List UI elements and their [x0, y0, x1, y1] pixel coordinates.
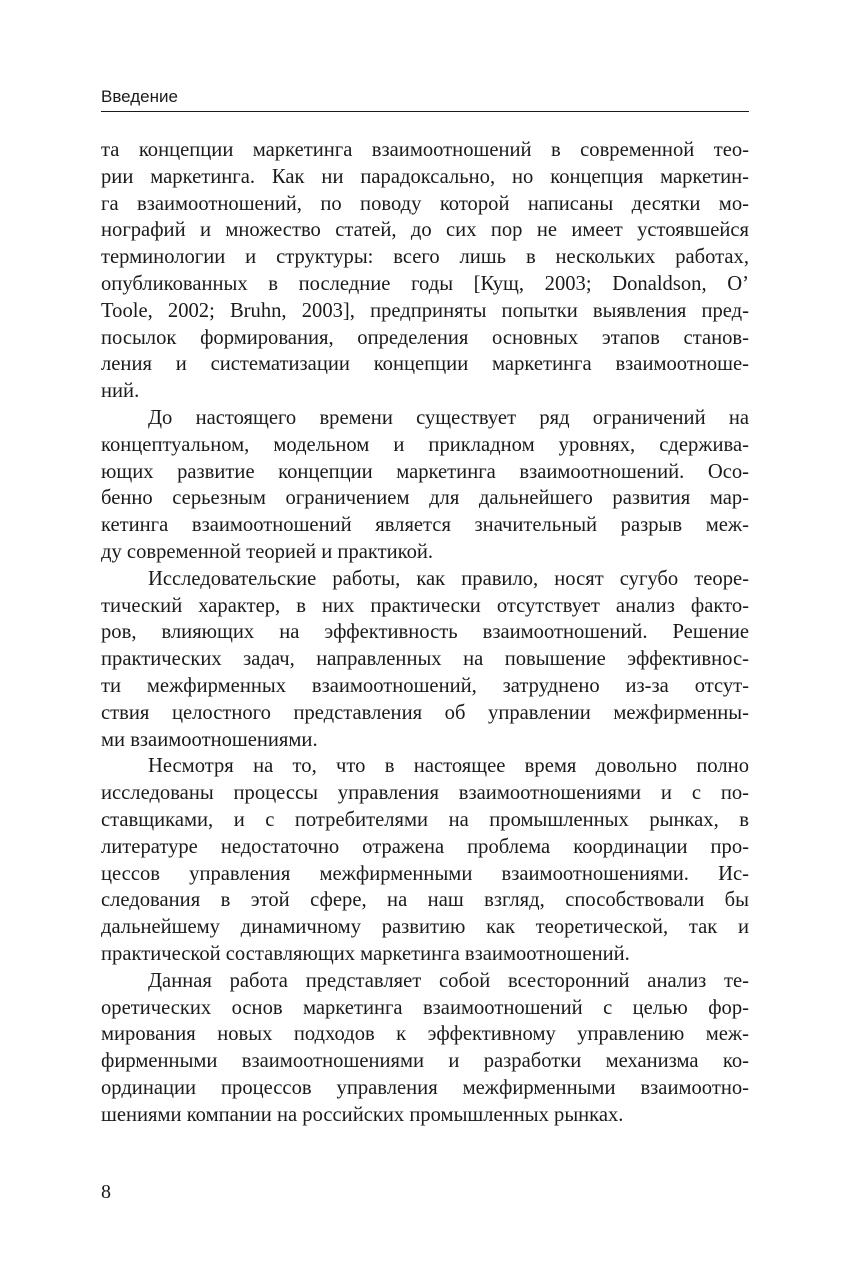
text-line: ствия целостного представления об управлении межфирменны- — [101, 701, 749, 724]
text-line: дальнейшему динамичному развитию как теоретической, так и — [101, 916, 749, 939]
text-line: цессов управления межфирменными взаимоотношениями. Ис- — [101, 862, 749, 885]
paragraph — [101, 968, 749, 1129]
text-line: Данная работа представляет собой всесторонний анализ те- — [148, 969, 749, 992]
text-line: ний. — [101, 380, 140, 403]
text-line: опубликованных в последние годы [Кущ, 2003; Donaldson, O’ — [101, 272, 749, 295]
text-line: ду современной теорией и практикой. — [101, 540, 434, 563]
text-line: ления и систематизации концепции маркетинга взаимоотноше- — [101, 353, 749, 376]
text-line: исследованы процессы управления взаимоотношениями и с по- — [101, 782, 749, 805]
paragraph — [101, 753, 749, 967]
text-line: До настоящего времени существует ряд ограничений на — [148, 406, 749, 429]
header-rule — [101, 111, 749, 112]
page-number: 8 — [101, 1181, 111, 1203]
text-line: ти межфирменных взаимоотношений, затруднено из-за отсут- — [101, 674, 749, 697]
text-line: шениями компании на российских промышленных рынках. — [101, 1103, 624, 1126]
text-line: ров, влияющих на эффективность взаимоотношений. Решение — [101, 621, 749, 644]
text-line: ординации процессов управления межфирменными взаимоотно- — [101, 1076, 749, 1099]
text-line: посылок формирования, определения основных этапов станов- — [101, 326, 749, 349]
text-line: кетинга взаимоотношений является значительный разрыв меж- — [101, 514, 749, 537]
text-line: терминологии и структуры: всего лишь в нескольких работах, — [101, 246, 749, 269]
text-line: бенно серьезным ограничением для дальнейшего развития мар- — [101, 487, 749, 510]
paragraph — [101, 566, 749, 754]
running-head-title: Введение — [101, 87, 178, 106]
text-line: тический характер, в них практически отсутствует анализ факто- — [101, 594, 749, 617]
text-line: нографий и множество статей, до сих пор не имеет устоявшейся — [101, 219, 749, 242]
text-line: Исследовательские работы, как правило, носят сугубо теоре- — [148, 567, 749, 590]
text-line: фирменными взаимоотношениями и разработки механизма ко- — [101, 1050, 749, 1073]
text-line: Несмотря на то, что в настоящее время довольно полно — [148, 755, 749, 778]
paragraph — [101, 137, 749, 405]
text-line: практической составляющих маркетинга взаимоотношений. — [101, 942, 630, 965]
text-line: Toole, 2002; Bruhn, 2003], предприняты попытки выявления пред- — [101, 299, 749, 322]
text-line: оретических основ маркетинга взаимоотношений с целью фор- — [101, 996, 749, 1019]
body-text — [101, 137, 749, 1128]
text-line: ми взаимоотношениями. — [101, 728, 318, 751]
text-line: следования в этой сфере, на наш взгляд, способствовали бы — [101, 889, 749, 912]
text-line: концептуальном, модельном и прикладном уровнях, сдержива- — [101, 433, 749, 456]
text-line: литературе недостаточно отражена проблема координации про- — [101, 835, 749, 858]
text-line: рии маркетинга. Как ни парадоксально, но концепция маркетин- — [101, 165, 749, 188]
text-line: га взаимоотношений, по поводу которой написаны десятки мо- — [101, 192, 749, 215]
text-line: ставщиками, и с потребителями на промышленных рынках, в — [101, 808, 749, 831]
text-line: мирования новых подходов к эффективному управлению меж- — [101, 1023, 749, 1046]
text-line: практических задач, направленных на повышение эффективнос- — [101, 648, 749, 671]
paragraph — [101, 405, 749, 566]
text-line: ющих развитие концепции маркетинга взаимоотношений. Осо- — [101, 460, 749, 483]
text-line: та концепции маркетинга взаимоотношений в современной тео- — [101, 139, 749, 161]
